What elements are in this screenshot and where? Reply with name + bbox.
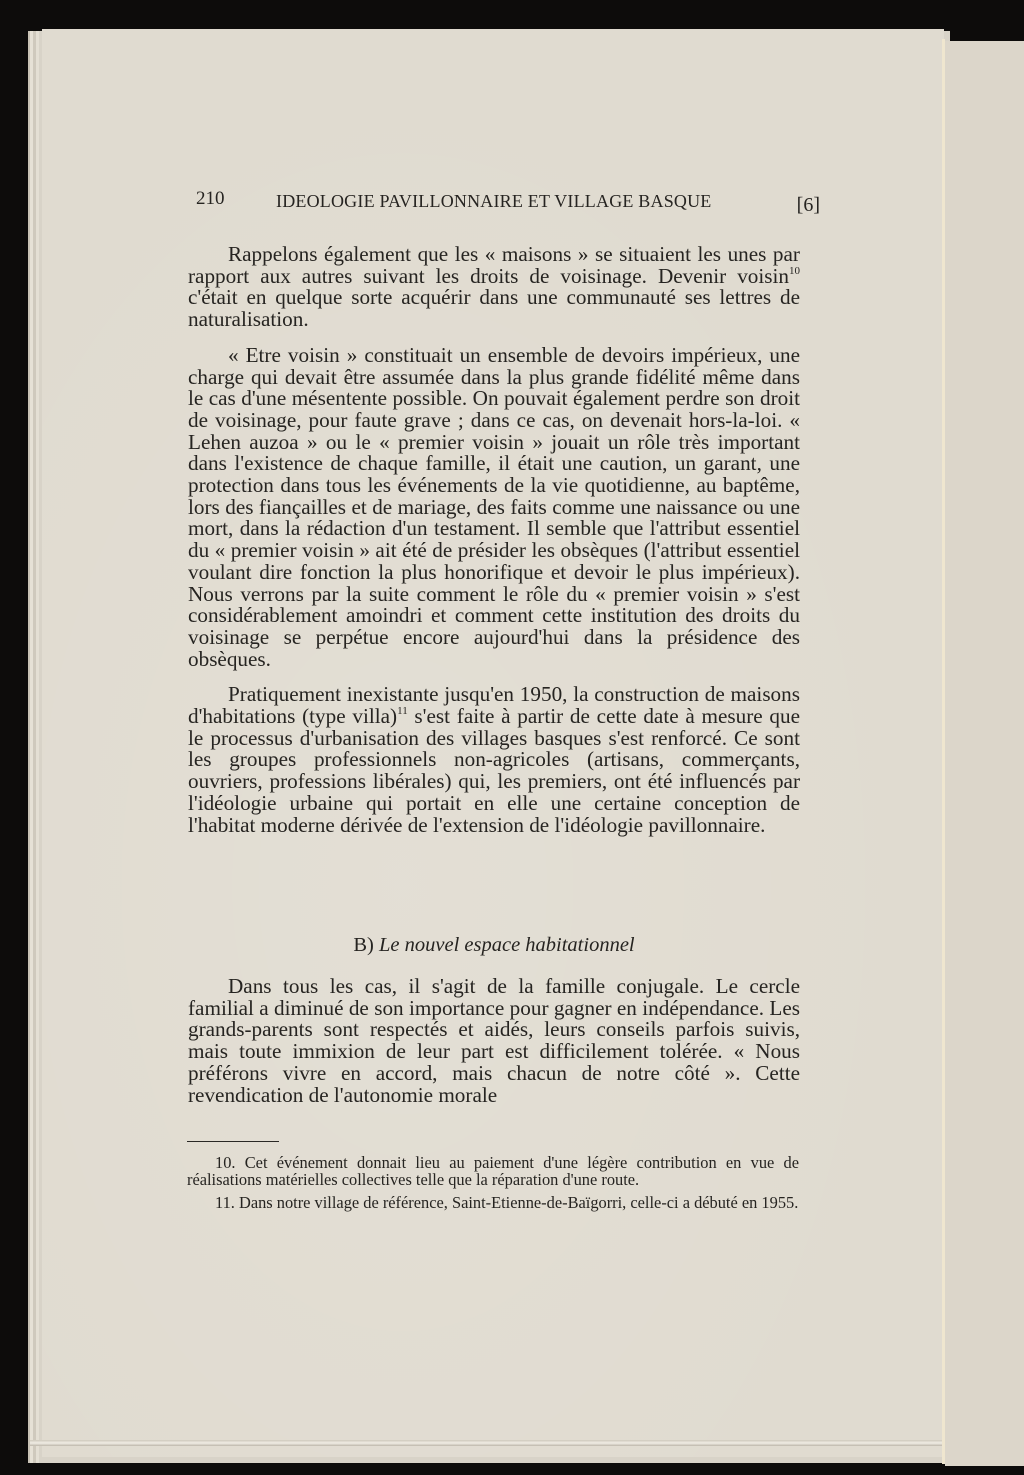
running-title: IDEOLOGIE PAVILLONNAIRE ET VILLAGE BASQUE [276,191,712,211]
paragraph-text: Rappelons également que les « maisons » se situaient les unes par rapport aux autres suivant les droits de voisinage. Devenir voisin [188,242,800,288]
footnotes [187,1155,799,1219]
page-bottom-edge [30,1440,944,1446]
page-number: 210 [196,188,225,209]
paragraph-text: c'était en quelque sorte acquérir dans une communauté ses lettres de naturalisation. [188,285,800,332]
footnote-separator [187,1141,279,1142]
footnote-ref-10[interactable]: 10 [789,264,800,277]
subheading-label: B) [353,934,374,956]
paragraph-2: « Etre voisin » constituait un ensemble de devoirs impérieux, une charge qui devait être assumée dans la plus grande fidélité même dans le cas d'une mésentente possible. On pouvait également perdre son droit de voisinage, pour faute grave ; dans ce cas, on devenait hors-la-loi. « Lehen auzoa » ou le « premier voisin » jouait un rôle très important dans l'existence de chaque famille, il était une caution, un garant, une protection dans tous les événements de la vie quotidienne, au baptême, lors des fiançailles et de mariage, des faits comme une naissance ou une mort, dans la rédaction d'un testament. Il semble que l'attribut essentiel du « premier voisin » ait été de présider les obsèques (l'attribut essentiel voulant dire fonction la plus honorifique et devoir le plus impérieux). Nous verrons par la suite comment le rôle du « premier voisin » s'est considérablement amoindri et comment cette institution des droits du voisinage se perpétue encore aujourd'hui dans la présidence des obsèques. [188,342,800,671]
body-text-part-2 [188,976,800,1120]
running-head [196,188,820,218]
paragraph-text: Pratiquement inexistante jusqu'en 1950, la construction de maisons d'habitations (type villa) [188,682,800,729]
footnote-number: 11. [215,1193,235,1213]
footnote-text: Cet événement donnait lieu au paiement d'une légère contribution en vue de réalisations matérielles collectives telle que la réparation d'une route. [187,1153,799,1189]
paragraph-text: s'est faite à partir de cette date à mesure que le processus d'urbanisation des villages basques s'est renforcé. Ce sont les groupes professionnels non-agricoles (artisans, commerçants, ouvriers, professions libérales) qui, les premiers, ont été influencés par l'idéologie urbaine qui portait en elle une certaine conception de l'habitat moderne dérivée de l'extension de l'idéologie pavillonnaire. [188,704,800,837]
paragraph-3 [188,684,800,836]
footnote-10 [187,1155,799,1188]
footnote-text: Dans notre village de référence, Saint-Etienne-de-Baïgorri, celle-ci a débuté en 1955. [239,1193,799,1213]
footnote-11 [187,1195,799,1212]
footnote-number: 10. [215,1153,236,1172]
section-marker: [6] [796,194,820,216]
paragraph-1 [188,244,800,331]
footnote-ref-11[interactable]: 11 [397,705,408,718]
facing-page [945,41,1024,1466]
body-text-part-1 [188,244,800,850]
paragraph-4: Dans tous les cas, il s'agit de la famille conjugale. Le cercle familial a diminué de son importance pour gagner en indépendance. Les grands-parents sont respectés et aidés, leurs conseils parfois suivis, mais toute immixion de leur part est difficilement tolérée. « Nous préférons vivre en accord, mais chacun de notre côté ». Cette revendication de l'autonomie morale [188,974,800,1107]
section-subheading [188,934,800,957]
subheading-title: Le nouvel espace habitationnel [379,934,635,956]
